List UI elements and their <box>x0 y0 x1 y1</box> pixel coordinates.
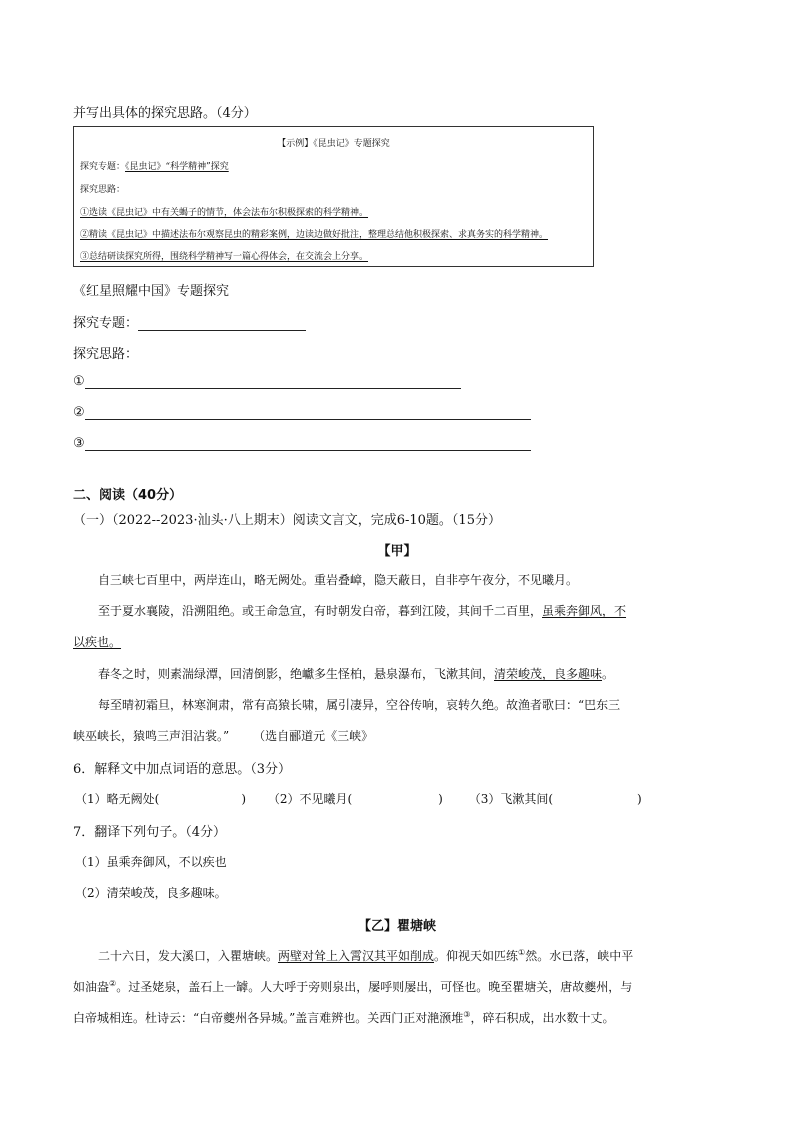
footnote-marker-2: ② <box>109 979 117 988</box>
passage-b-line2 <box>73 978 632 995</box>
section2-subheading: （一）（2022--2023·汕头·八上期末）阅读文言文，完成6-10题。（15分） <box>73 513 501 528</box>
answer-title: 《红星照耀中国》专题探究 <box>73 284 230 299</box>
passage-a-p1: 自三峡七百里中，两岸连山，略无阙处。重岩叠嶂，隐天蔽日，自非亭午夜分，不见曦月。 <box>98 573 579 587</box>
answer-step-2-blank[interactable] <box>85 405 531 420</box>
q6-stem: 6．解释文中加点词语的意思。（3分） <box>73 762 292 777</box>
example-step-2: ②精读《昆虫记》中描述法布尔观察昆虫的精彩案例，边读边做好批注，整理总结他积极探索、求真务实的科学精神。 <box>80 230 549 240</box>
passage-b-l1-text-3: 然。水已落，峡中平 <box>525 949 634 963</box>
step-marker-2: ② <box>73 405 85 420</box>
q7-item-2: （2）清荣峻茂，良多趣味。 <box>75 886 227 900</box>
passage-b-title: 【乙】瞿塘峡 <box>357 919 436 934</box>
answer-topic-row <box>73 312 306 331</box>
example-step-3: ③总结研读探究所得，围绕科学精神写一篇心得体会，在交流会上分享。 <box>80 252 369 262</box>
passage-a-p4-text: 峡巫峡长，猿鸣三声泪沾裳。” <box>73 729 230 743</box>
passage-a-source: （选自郦道元《三峡》 <box>253 729 374 743</box>
passage-a-p4-line1: 每至晴初霜旦，林寒涧肃，常有高猿长啸，属引凄异，空谷传响，哀转久绝。故渔者歌曰：“巴东三 <box>98 698 621 712</box>
q6-item-1-open: （1）略无阙处( <box>75 792 160 806</box>
step-marker-3: ③ <box>73 436 85 451</box>
q6-item-1-close: ) <box>241 792 247 806</box>
passage-b-l2-text-2: 。过圣姥泉，盖石上一罅。人大呼于旁则泉出，屡呼则屡出，可怪也。晚至瞿塘关，唐故夔州，与 <box>116 980 633 994</box>
answer-step-1-row <box>73 374 461 389</box>
answer-step-3-row <box>73 436 531 451</box>
example-box <box>73 126 594 267</box>
passage-b-l1-underline: 两壁对耸上入霄汉其平如削成 <box>278 949 435 963</box>
footnote-marker-3: ③ <box>463 1010 471 1019</box>
example-step-1: ①选读《昆虫记》中有关蝎子的情节，体会法布尔积极探索的科学精神。 <box>80 208 369 218</box>
passage-a-p3-text: 春冬之时，则素湍绿潭，回清倒影，绝巘多生怪柏，悬泉瀑布，飞漱其间， <box>98 667 495 681</box>
answer-steps-label: 探究思路： <box>73 347 139 362</box>
intro-line: 并写出具体的探究思路。（4分） <box>73 106 257 121</box>
passage-b-l1-text: 二十六日，发大溪口，入瞿塘峡。 <box>98 949 279 963</box>
passage-b-line1 <box>98 947 633 964</box>
passage-a-p2-text: 至于夏水襄陵，沿溯阻绝。或王命急宣，有时朝发白帝，暮到江陵，其间千二百里， <box>98 604 543 618</box>
passage-a-p4-line2 <box>73 727 373 744</box>
passage-a-p3 <box>98 665 614 682</box>
passage-a-p2-line2: 以疾也。 <box>73 635 122 649</box>
q7-stem: 7．翻译下列句子。（4分） <box>73 825 227 840</box>
answer-topic-blank[interactable] <box>138 316 306 331</box>
q6-item-2-open: （2）不见曦月( <box>267 792 353 806</box>
example-title: 【示例】《昆虫记》专题探究 <box>277 139 390 149</box>
q7-item-1: （1）虽乘奔御风，不以疾也 <box>75 855 227 869</box>
answer-step-1-blank[interactable] <box>85 374 461 389</box>
passage-a-p3-end: 。 <box>602 667 615 681</box>
passage-b-l2-text: 如油盎 <box>73 980 110 994</box>
passage-a-title: 【甲】 <box>377 544 417 559</box>
passage-a-p2-underline-1: 虽乘奔御风，不 <box>542 604 627 618</box>
passage-a-p2-line1 <box>98 602 626 619</box>
passage-b-l3-text: 白帝城相连。杜诗云：“白帝夔州各异城。”盖言难辨也。关西门正对滟滪堆 <box>73 1011 464 1025</box>
passage-b-l1-text-2: 。仰视天如匹练 <box>434 949 519 963</box>
q6-items <box>75 790 642 807</box>
passage-b-line3 <box>73 1009 614 1026</box>
q6-item-3-close: ) <box>637 792 642 806</box>
q6-item-2-close: ) <box>438 792 443 806</box>
example-steps-label: 探究思路： <box>80 185 126 195</box>
passage-b-l3-text-2: ，碎石积成，出水数十丈。 <box>470 1011 615 1025</box>
section2-heading: 二、阅读（40分） <box>73 488 183 503</box>
answer-topic-label: 探究专题： <box>73 316 139 331</box>
q6-item-3-open: （3）飞漱其间( <box>468 792 554 806</box>
example-topic <box>80 159 229 172</box>
example-topic-value: 《昆虫记》“科学精神”探究 <box>125 162 229 172</box>
answer-step-3-blank[interactable] <box>85 436 531 451</box>
answer-step-2-row <box>73 405 531 420</box>
passage-a-p3-underline: 清荣峻茂，良多趣味 <box>494 667 603 681</box>
step-marker-1: ① <box>73 374 85 389</box>
footnote-marker-1: ① <box>518 948 526 957</box>
example-topic-label: 探究专题： <box>80 162 126 172</box>
